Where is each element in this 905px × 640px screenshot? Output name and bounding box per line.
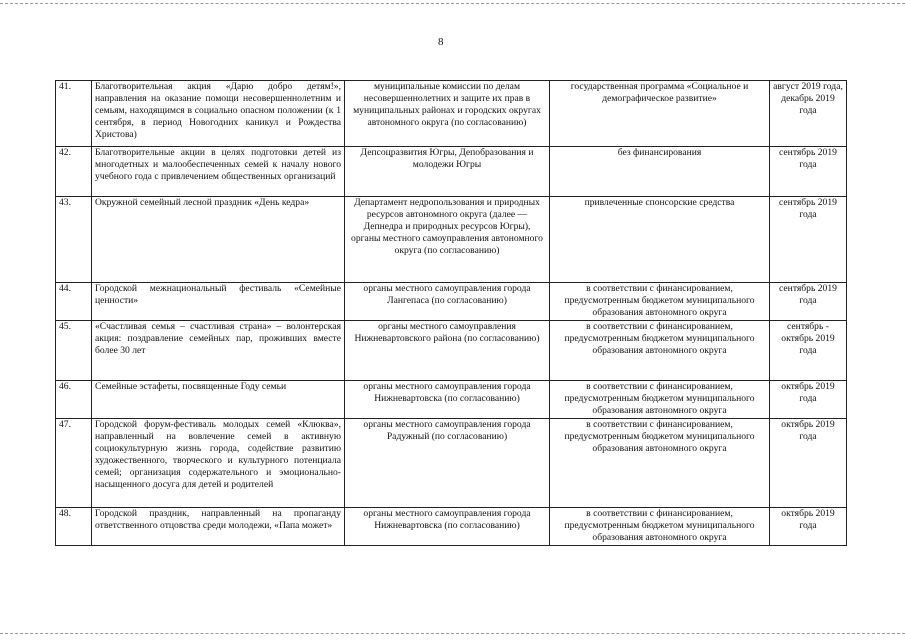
event-description: Городской форум-фестиваль молодых семей «Клюква», направленный на вовлечение семей в активную социокультурную жизнь города, содействие развитию художественного, творческого и культурного потенциала семей; организация содержательного и эмоционально-насыщенного досуга для детей и родителей [92, 419, 345, 508]
event-date: август 2019 года, декабрь 2019 года [770, 81, 847, 147]
event-financing: в соответствии с финансированием, предусмотренным бюджетом муниципального образования автономного округа [550, 508, 770, 546]
row-number: 44. [56, 283, 92, 321]
scan-edge-bottom [0, 633, 905, 634]
event-financing: в соответствии с финансированием, предусмотренным бюджетом муниципального образования автономного округа [550, 283, 770, 321]
event-organizers: органы местного самоуправления города Лангепаса (по согласованию) [345, 283, 550, 321]
events-table [55, 80, 847, 546]
page-number: 8 [438, 36, 444, 48]
event-date: сентябрь 2019 года [770, 147, 847, 197]
event-organizers: органы местного самоуправления города Нижневартовска (по согласованию) [345, 381, 550, 419]
table-row [56, 283, 847, 321]
event-organizers: органы местного самоуправления города Радужный (по согласованию) [345, 419, 550, 508]
event-date: сентябрь 2019 года [770, 197, 847, 283]
row-number: 47. [56, 419, 92, 508]
event-organizers: муниципальные комиссии по делам несовершеннолетних и защите их прав в муниципальных районах и городских округах автономного округа (по согласованию) [345, 81, 550, 147]
table-row [56, 419, 847, 508]
event-financing: привлеченные спонсорские средства [550, 197, 770, 283]
row-number: 46. [56, 381, 92, 419]
event-description: Городской межнациональный фестиваль «Семейные ценности» [92, 283, 345, 321]
event-organizers: органы местного самоуправления Нижневартовского района (по согласованию) [345, 321, 550, 381]
event-date: октябрь 2019 года [770, 508, 847, 546]
event-date: октябрь 2019 года [770, 381, 847, 419]
event-description: Благотворительная акция «Дарю добро детям!», направления на оказание помощи несовершеннолетним и семьям, находящимся в социально опасном положении (к 1 сентября, в период Новогодних каникул и Рождества Христова) [92, 81, 345, 147]
row-number: 45. [56, 321, 92, 381]
event-financing: в соответствии с финансированием, предусмотренным бюджетом муниципального образования автономного округа [550, 419, 770, 508]
table-row [56, 508, 847, 546]
event-organizers: Депсоцразвития Югры, Депобразования и молодежи Югры [345, 147, 550, 197]
event-description: Городской праздник, направленный на пропаганду ответственного отцовства среди молодежи, «Папа может» [92, 508, 345, 546]
table-row [56, 81, 847, 147]
table-row [56, 197, 847, 283]
event-organizers: Департамент недропользования и природных ресурсов автономного округа (далее — Депнедра и природных ресурсов Югры), органы местного самоуправления автономного округа (по согласованию) [345, 197, 550, 283]
event-description: Семейные эстафеты, посвященные Году семьи [92, 381, 345, 419]
event-financing: в соответствии с финансированием, предусмотренным бюджетом муниципального образования автономного округа [550, 321, 770, 381]
event-date: октябрь 2019 года [770, 419, 847, 508]
scan-edge-top [0, 3, 905, 4]
event-organizers: органы местного самоуправления города Нижневартовска (по согласованию) [345, 508, 550, 546]
table-row [56, 321, 847, 381]
row-number: 41. [56, 81, 92, 147]
row-number: 48. [56, 508, 92, 546]
row-number: 42. [56, 147, 92, 197]
event-description: Благотворительные акции в целях подготовки детей из многодетных и малообеспеченных семей к началу нового учебного года с привлечением общественных организаций [92, 147, 345, 197]
event-date: сентябрь 2019 года [770, 283, 847, 321]
row-number: 43. [56, 197, 92, 283]
event-financing: государственная программа «Социальное и демографическое развитие» [550, 81, 770, 147]
event-description: Окружной семейный лесной праздник «День кедра» [92, 197, 345, 283]
table-row [56, 381, 847, 419]
event-description: «Счастливая семья – счастливая страна» – волонтерская акция: поздравление семейных пар, проживших вместе более 30 лет [92, 321, 345, 381]
event-date: сентябрь - октябрь 2019 года [770, 321, 847, 381]
event-financing: в соответствии с финансированием, предусмотренным бюджетом муниципального образования автономного округа [550, 381, 770, 419]
table-row [56, 147, 847, 197]
event-financing: без финансирования [550, 147, 770, 197]
